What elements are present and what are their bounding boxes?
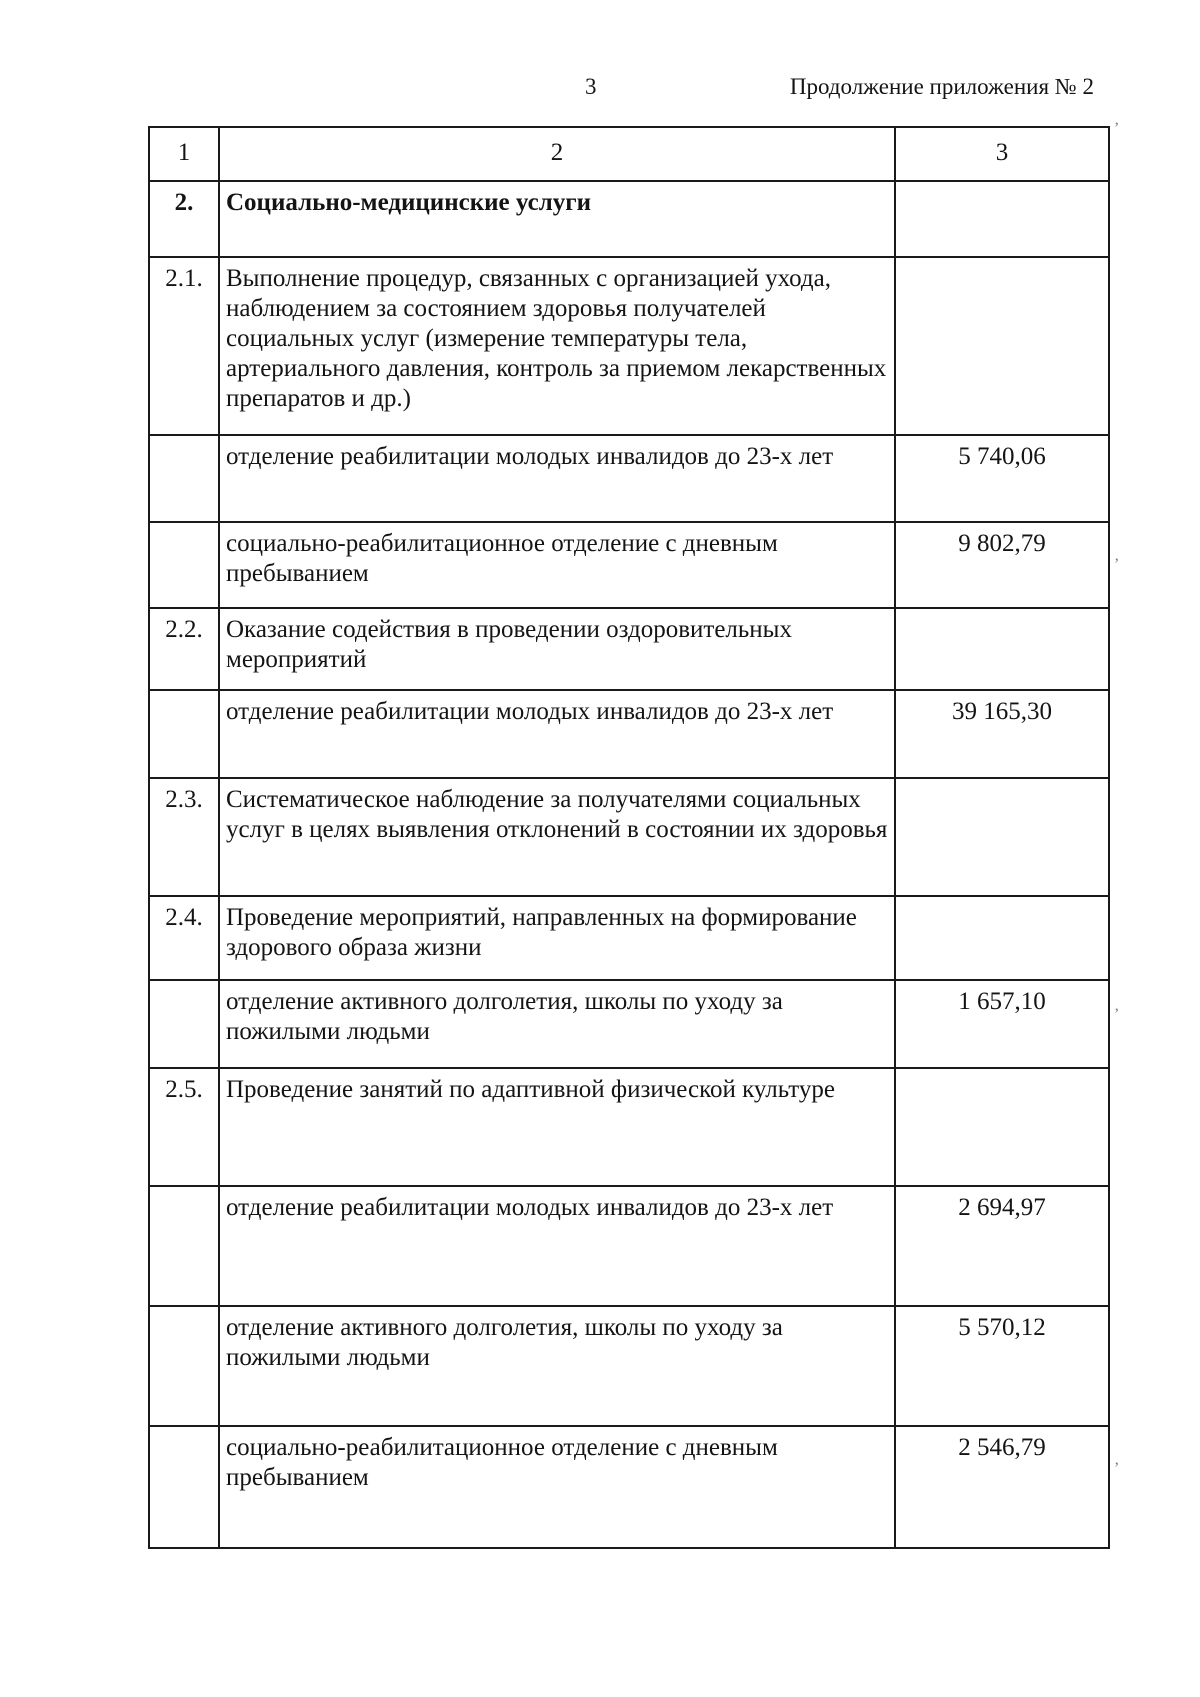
- service-cost: [895, 1068, 1109, 1186]
- service-name: Проведение занятий по адаптивной физической культуре: [219, 1068, 895, 1186]
- table-row: [149, 435, 1109, 522]
- row-number: [149, 980, 219, 1068]
- table-row: [149, 1068, 1109, 1186]
- scan-artifact-mark: ʼ: [1114, 1460, 1120, 1477]
- column-header-1: 1: [149, 127, 219, 181]
- row-number: 2.1.: [149, 257, 219, 435]
- table-row: [149, 257, 1109, 435]
- service-cost: 5 570,12: [895, 1306, 1109, 1426]
- service-cost: 5 740,06: [895, 435, 1109, 522]
- service-cost: [895, 778, 1109, 896]
- service-name: отделение активного долголетия, школы по уходу за пожилыми людьми: [219, 980, 895, 1068]
- row-number: [149, 690, 219, 778]
- scan-artifact-mark: ʼ: [1114, 556, 1120, 573]
- row-number: [149, 435, 219, 522]
- appendix-continuation-header: Продолжение приложения № 2: [789, 74, 1094, 99]
- services-table: [148, 126, 1110, 1549]
- service-cost: [895, 608, 1109, 690]
- row-number: 2.3.: [149, 778, 219, 896]
- row-number: [149, 1186, 219, 1306]
- table-row: [149, 1306, 1109, 1426]
- row-number: 2.2.: [149, 608, 219, 690]
- table-row: [149, 690, 1109, 778]
- table-row: [149, 896, 1109, 980]
- column-header-2: 2: [219, 127, 895, 181]
- service-name: отделение активного долголетия, школы по уходу за пожилыми людьми: [219, 1306, 895, 1426]
- table-row: [149, 980, 1109, 1068]
- table-header-row: [149, 127, 1109, 181]
- service-cost: 39 165,30: [895, 690, 1109, 778]
- service-name: отделение реабилитации молодых инвалидов до 23-х лет: [219, 1186, 895, 1306]
- service-name: Социально-медицинские услуги: [219, 181, 895, 257]
- table-row: [149, 1186, 1109, 1306]
- page-number: 3: [585, 74, 597, 99]
- table-row: [149, 608, 1109, 690]
- table-row: [149, 522, 1109, 608]
- service-name: Систематическое наблюдение за получателями социальных услуг в целях выявления отклонений в состоянии их здоровья: [219, 778, 895, 896]
- scan-artifact-mark: ʼ: [1114, 1006, 1120, 1023]
- service-name: Выполнение процедур, связанных с организацией ухода, наблюдением за состоянием здоровья получателей социальных услуг (измерение температуры тела, артериального давления, контроль за приемом лекарственных препаратов и др.): [219, 257, 895, 435]
- row-number: 2.: [149, 181, 219, 257]
- table-row: [149, 778, 1109, 896]
- scan-artifact-mark: ʼ: [1114, 120, 1120, 137]
- table-row: [149, 181, 1109, 257]
- service-name: Оказание содействия в проведении оздоровительных мероприятий: [219, 608, 895, 690]
- service-cost: [895, 896, 1109, 980]
- service-cost: [895, 257, 1109, 435]
- row-number: [149, 1426, 219, 1548]
- service-name: социально-реабилитационное отделение с дневным пребыванием: [219, 522, 895, 608]
- table-row: [149, 1426, 1109, 1548]
- service-cost: 2 546,79: [895, 1426, 1109, 1548]
- service-cost: [895, 181, 1109, 257]
- row-number: [149, 1306, 219, 1426]
- service-cost: 2 694,97: [895, 1186, 1109, 1306]
- service-name: отделение реабилитации молодых инвалидов до 23-х лет: [219, 690, 895, 778]
- service-cost: 1 657,10: [895, 980, 1109, 1068]
- row-number: 2.5.: [149, 1068, 219, 1186]
- column-header-3: 3: [895, 127, 1109, 181]
- service-cost: 9 802,79: [895, 522, 1109, 608]
- service-name: социально-реабилитационное отделение с дневным пребыванием: [219, 1426, 895, 1548]
- service-name: Проведение мероприятий, направленных на формирование здорового образа жизни: [219, 896, 895, 980]
- row-number: [149, 522, 219, 608]
- row-number: 2.4.: [149, 896, 219, 980]
- service-name: отделение реабилитации молодых инвалидов до 23-х лет: [219, 435, 895, 522]
